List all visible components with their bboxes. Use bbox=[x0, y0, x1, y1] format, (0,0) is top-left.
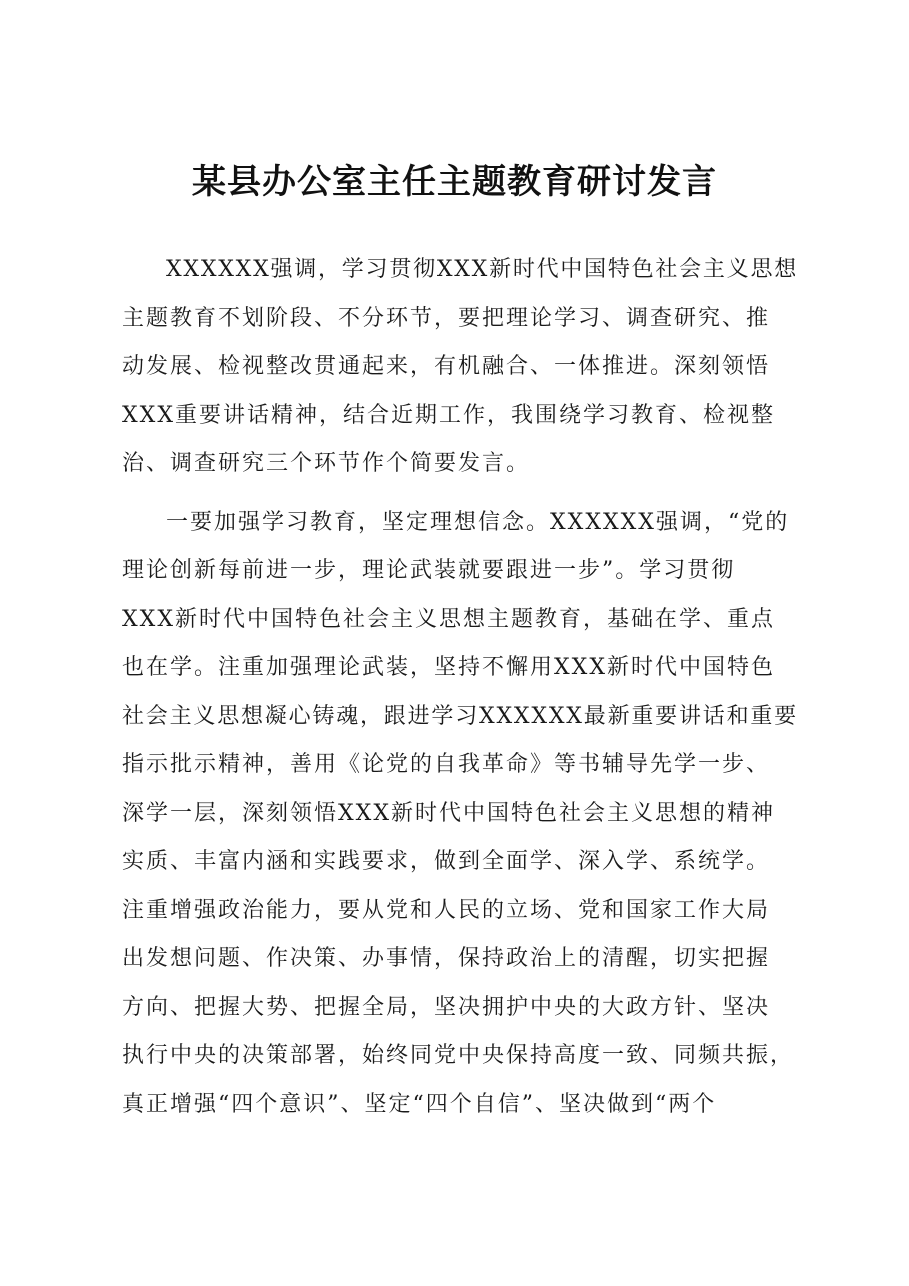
text-line: XXX新时代中国特色社会主义思想主题教育，基础在学、重点 bbox=[122, 606, 775, 632]
text-line: 一要加强学习教育，坚定理想信念。XXXXXX强调，“党的 bbox=[166, 509, 790, 535]
paragraph-2 bbox=[122, 499, 798, 1130]
text-line: 真正增强“四个意识”、坚定“四个自信”、坚决做到“两个 bbox=[122, 1091, 717, 1117]
text-line: 出发想问题、作决策、办事情，保持政治上的清醒，切实把握 bbox=[122, 946, 771, 971]
text-line: 治、调查研究三个环节作个简要发言。 bbox=[122, 451, 531, 476]
text-line: 主题教育不划阶段、不分环节，要把理论学习、调查研究、推 bbox=[122, 305, 771, 331]
text-line: 注重增强政治能力，要从党和人民的立场、党和国家工作大局 bbox=[122, 897, 771, 923]
text-line: XXX重要讲话精神，结合近期工作，我围绕学习教育、检视整 bbox=[122, 402, 775, 428]
text-line: 理论创新每前进一步，理论武装就要跟进一步”。学习贯彻 bbox=[122, 558, 736, 583]
text-line: 深学一层，深刻领悟XXX新时代中国特色社会主义思想的精神 bbox=[122, 800, 775, 826]
text-line: 指示批示精神，善用《论党的自我革命》等书辅导先学一步、 bbox=[122, 752, 771, 777]
document-title: 某县办公室主任主题教育研讨发言 bbox=[192, 162, 717, 202]
text-line: 也在学。注重加强理论武装，坚持不懈用XXX新时代中国特色 bbox=[122, 655, 775, 680]
text-line: 实质、丰富内涵和实践要求，做到全面学、深入学、系统学。 bbox=[122, 849, 771, 874]
text-line: 动发展、检视整改贯通起来，有机融合、一体推进。深刻领悟 bbox=[122, 354, 771, 379]
text-line: 执行中央的决策部署，始终同党中央保持高度一致、同频共振， bbox=[122, 1043, 795, 1068]
document-body bbox=[122, 246, 798, 1129]
text-line: 社会主义思想凝心铸魂，跟进学习XXXXXX最新重要讲话和重要 bbox=[122, 703, 798, 729]
paragraph-1 bbox=[122, 246, 798, 489]
text-line: 方向、把握大势、把握全局，坚决拥护中央的大政方针、坚决 bbox=[122, 994, 771, 1020]
text-line: XXXXXX强调，学习贯彻XXX新时代中国特色社会主义思想 bbox=[166, 257, 798, 282]
